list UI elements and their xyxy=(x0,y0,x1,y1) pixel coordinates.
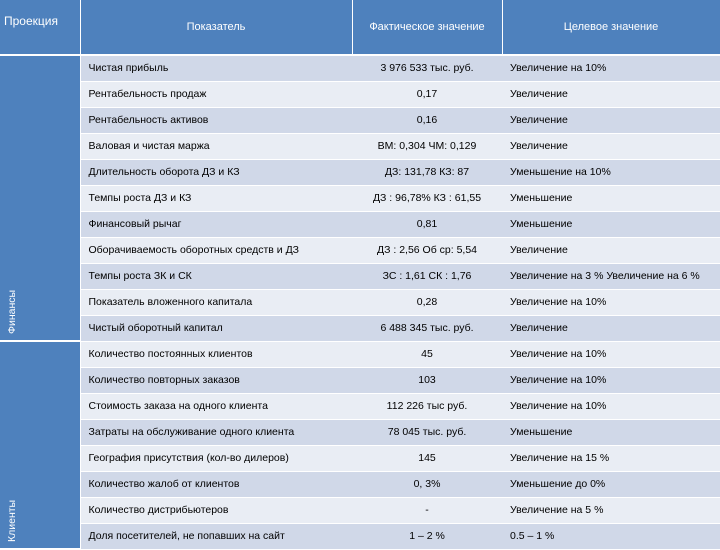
table-row xyxy=(0,237,720,263)
actual-cell: 0, 3% xyxy=(352,471,502,497)
table-row xyxy=(0,159,720,185)
actual-cell: 3 976 533 тыс. руб. xyxy=(352,55,502,81)
indicator-cell: Валовая и чистая маржа xyxy=(80,133,352,159)
indicator-cell: География присутствия (кол-во дилеров) xyxy=(80,445,352,471)
table-row xyxy=(0,185,720,211)
target-cell: Увеличение на 5 % xyxy=(502,497,720,523)
actual-cell: - xyxy=(352,497,502,523)
actual-value-header: Фактическое значение xyxy=(352,0,502,55)
indicator-cell: Количество повторных заказов xyxy=(80,367,352,393)
actual-cell: 1 – 2 % xyxy=(352,523,502,549)
target-cell: 0.5 – 1 % xyxy=(502,523,720,549)
indicator-cell: Длительность оборота ДЗ и КЗ xyxy=(80,159,352,185)
table-row xyxy=(0,55,720,81)
indicator-cell: Количество жалоб от клиентов xyxy=(80,471,352,497)
indicator-cell: Количество постоянных клиентов xyxy=(80,341,352,367)
group-label-clients: Клиенты xyxy=(6,499,18,542)
table-row xyxy=(0,419,720,445)
actual-cell: 112 226 тыс руб. xyxy=(352,393,502,419)
indicator-cell: Затраты на обслуживание одного клиента xyxy=(80,419,352,445)
table-row xyxy=(0,107,720,133)
target-cell: Увеличение xyxy=(502,315,720,341)
target-cell: Увеличение на 10% xyxy=(502,367,720,393)
actual-cell: ДЗ : 96,78% КЗ : 61,55 xyxy=(352,185,502,211)
target-cell: Уменьшение xyxy=(502,185,720,211)
actual-cell: 103 xyxy=(352,367,502,393)
table-row xyxy=(0,341,720,367)
group-cell-clients xyxy=(0,341,80,549)
target-cell: Увеличение на 10% xyxy=(502,341,720,367)
target-cell: Увеличение xyxy=(502,107,720,133)
indicator-cell: Чистая прибыль xyxy=(80,55,352,81)
target-cell: Увеличение на 10% xyxy=(502,393,720,419)
target-cell: Увеличение на 10% xyxy=(502,289,720,315)
table-row xyxy=(0,133,720,159)
indicator-cell: Оборачиваемость оборотных средств и ДЗ xyxy=(80,237,352,263)
table-row xyxy=(0,367,720,393)
target-cell: Увеличение xyxy=(502,237,720,263)
actual-cell: 0,16 xyxy=(352,107,502,133)
target-value-header: Целевое значение xyxy=(502,0,720,55)
group-label-finance: Финансы xyxy=(6,289,18,334)
actual-cell: 0,28 xyxy=(352,289,502,315)
table-row xyxy=(0,81,720,107)
target-cell: Уменьшение xyxy=(502,211,720,237)
table-row xyxy=(0,471,720,497)
actual-cell: 145 xyxy=(352,445,502,471)
indicator-cell: Количество дистрибьютеров xyxy=(80,497,352,523)
table-row xyxy=(0,211,720,237)
indicator-cell: Рентабельность активов xyxy=(80,107,352,133)
actual-cell: 6 488 345 тыс. руб. xyxy=(352,315,502,341)
target-cell: Увеличение на 10% xyxy=(502,55,720,81)
table-row xyxy=(0,315,720,341)
indicator-cell: Темпы роста ДЗ и КЗ xyxy=(80,185,352,211)
target-cell: Уменьшение до 0% xyxy=(502,471,720,497)
indicator-cell: Чистый оборотный капитал xyxy=(80,315,352,341)
target-cell: Увеличение на 3 % Увеличение на 6 % xyxy=(502,263,720,289)
actual-cell: 78 045 тыс. руб. xyxy=(352,419,502,445)
target-cell: Увеличение xyxy=(502,133,720,159)
table-row xyxy=(0,445,720,471)
indicator-cell: Темпы роста ЗК и СК xyxy=(80,263,352,289)
indicator-cell: Финансовый рычаг xyxy=(80,211,352,237)
actual-cell: ЗС : 1,61 СК : 1,76 xyxy=(352,263,502,289)
actual-cell: 45 xyxy=(352,341,502,367)
actual-cell: ВМ: 0,304 ЧМ: 0,129 xyxy=(352,133,502,159)
table-row xyxy=(0,523,720,549)
table-row xyxy=(0,289,720,315)
group-cell-finance xyxy=(0,55,80,341)
target-cell: Уменьшение на 10% xyxy=(502,159,720,185)
indicator-cell: Показатель вложенного капитала xyxy=(80,289,352,315)
actual-cell: ДЗ: 131,78 КЗ: 87 xyxy=(352,159,502,185)
actual-cell: 0,81 xyxy=(352,211,502,237)
indicator-cell: Стоимость заказа на одного клиента xyxy=(80,393,352,419)
actual-cell: 0,17 xyxy=(352,81,502,107)
target-cell: Уменьшение xyxy=(502,419,720,445)
target-cell: Увеличение на 15 % xyxy=(502,445,720,471)
indicator-header: Показатель xyxy=(80,0,352,55)
table-row xyxy=(0,393,720,419)
table-row xyxy=(0,497,720,523)
actual-cell: ДЗ : 2,56 Об ср: 5,54 xyxy=(352,237,502,263)
indicator-cell: Рентабельность продаж xyxy=(80,81,352,107)
projection-header: Проекция xyxy=(0,0,80,55)
indicator-cell: Доля посетителей, не попавших на сайт xyxy=(80,523,352,549)
target-cell: Увеличение xyxy=(502,81,720,107)
table-row xyxy=(0,263,720,289)
header-row xyxy=(0,0,720,55)
